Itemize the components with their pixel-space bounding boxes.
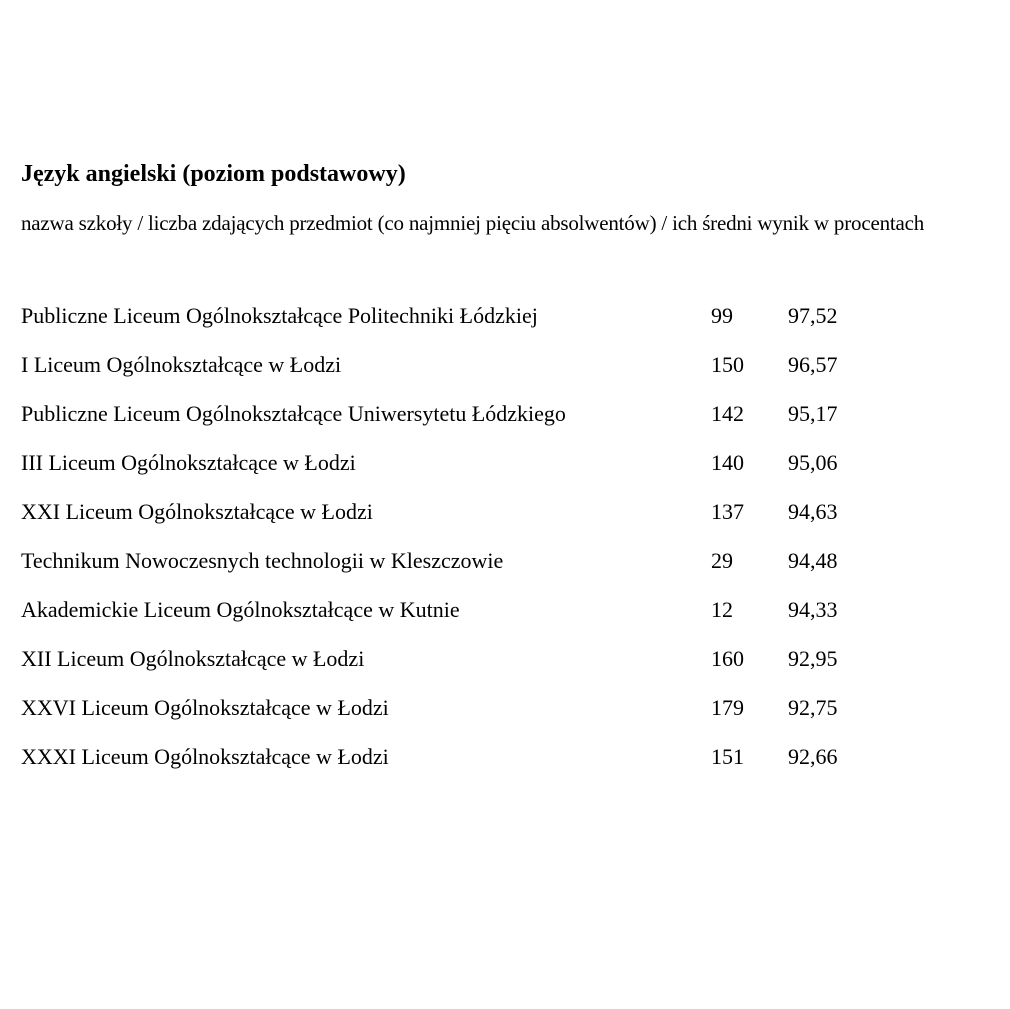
document-title: Język angielski (poziom podstawowy) xyxy=(21,161,406,187)
average-score-cell: 95,06 xyxy=(788,450,838,475)
table-row xyxy=(21,692,921,741)
school-name-cell: III Liceum Ogólnokształcące w Łodzi xyxy=(21,450,356,475)
table-row xyxy=(21,496,921,545)
average-score-cell: 94,33 xyxy=(788,597,838,622)
average-score-cell: 96,57 xyxy=(788,352,838,377)
table-row xyxy=(21,741,921,790)
exam-count-cell: 179 xyxy=(711,695,744,720)
average-score-cell: 97,52 xyxy=(788,303,838,328)
exam-count-cell: 160 xyxy=(711,646,744,671)
school-name-cell: XXVI Liceum Ogólnokształcące w Łodzi xyxy=(21,695,389,720)
average-score-cell: 92,66 xyxy=(788,744,838,769)
exam-count-cell: 137 xyxy=(711,499,744,524)
table-row xyxy=(21,594,921,643)
school-name-cell: Akademickie Liceum Ogólnokształcące w Kutnie xyxy=(21,597,460,622)
school-name-cell: I Liceum Ogólnokształcące w Łodzi xyxy=(21,352,342,377)
average-score-cell: 92,75 xyxy=(788,695,838,720)
average-score-cell: 95,17 xyxy=(788,401,838,426)
school-name-cell: Publiczne Liceum Ogólnokształcące Politechniki Łódzkiej xyxy=(21,303,538,328)
exam-count-cell: 29 xyxy=(711,548,733,573)
table-row xyxy=(21,447,921,496)
school-name-cell: XXXI Liceum Ogólnokształcące w Łodzi xyxy=(21,744,389,769)
table-row xyxy=(21,300,921,349)
average-score-cell: 94,48 xyxy=(788,548,838,573)
exam-count-cell: 151 xyxy=(711,744,744,769)
exam-count-cell: 12 xyxy=(711,597,733,622)
school-name-cell: Publiczne Liceum Ogólnokształcące Uniwersytetu Łódzkiego xyxy=(21,401,566,426)
table-row xyxy=(21,545,921,594)
school-name-cell: Technikum Nowoczesnych technologii w Kleszczowie xyxy=(21,548,504,573)
average-score-cell: 92,95 xyxy=(788,646,838,671)
table-row xyxy=(21,349,921,398)
exam-count-cell: 99 xyxy=(711,303,733,328)
exam-count-cell: 150 xyxy=(711,352,744,377)
school-name-cell: XII Liceum Ogólnokształcące w Łodzi xyxy=(21,646,365,671)
average-score-cell: 94,63 xyxy=(788,499,838,524)
table-row xyxy=(21,398,921,447)
table-row xyxy=(21,643,921,692)
exam-count-cell: 140 xyxy=(711,450,744,475)
school-name-cell: XXI Liceum Ogólnokształcące w Łodzi xyxy=(21,499,373,524)
exam-count-cell: 142 xyxy=(711,401,744,426)
results-table xyxy=(21,300,921,790)
document-subtitle: nazwa szkoły / liczba zdających przedmiot (co najmniej pięciu absolwentów) / ich średni wynik w procentach xyxy=(21,211,925,235)
